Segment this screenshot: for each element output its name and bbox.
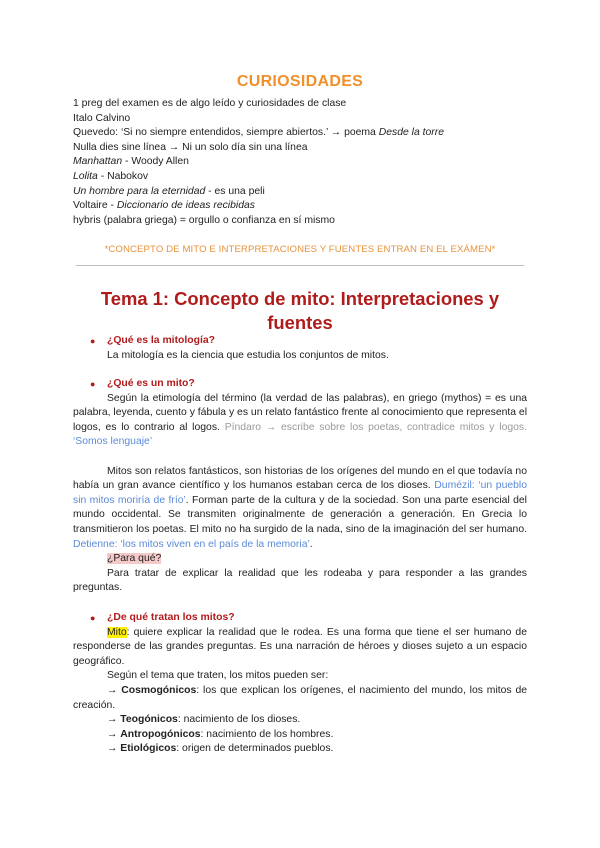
myth-type: Teogónicos bbox=[120, 714, 178, 726]
text-run: . Forman parte de la cultura y de la sociedad. Son una parte esencial del mundo occidental. Se transmiten originalmente de generación a generación. En Grecia lo transmitieron los poetas. El mito no ha surgido de la nada, sino de la imaginación del ser humano. bbox=[73, 494, 527, 535]
curiosidad-line bbox=[73, 126, 444, 141]
exam-notice: *CONCEPTO DE MITO E INTERPRETACIONES Y FUENTES ENTRAN EN EL EXÁMEN* bbox=[104, 244, 496, 255]
curiosidad-line bbox=[73, 155, 444, 170]
work-title: Lolita bbox=[73, 170, 98, 182]
work-note: - es una peli bbox=[205, 185, 265, 197]
pindaro-note: Píndaro → escribe sobre los poetas, contradice mitos y logos. bbox=[224, 421, 527, 433]
work-title: Diccionario de ideas recibidas bbox=[116, 200, 255, 212]
text-run: : quiere explicar la realidad que le rodea. Es una forma que tiene el ser humano de responderse de las grandes preguntas. Es una narración de héroes y dioses sujeto a un espacio geográfico. bbox=[73, 626, 527, 667]
curiosidad-line bbox=[73, 185, 444, 200]
section-de-que-tratan bbox=[73, 611, 527, 757]
curiosidad-line: Nulla dies sine línea → Ni un solo día sin una línea bbox=[73, 141, 308, 153]
tema-title: Tema 1: Concepto de mito: Interpretaciones y fuentes bbox=[100, 288, 500, 333]
arrow-icon: → bbox=[107, 728, 121, 740]
bullet-icon: ● bbox=[90, 379, 96, 389]
curiosidad-line: hybris (palabra griega) = orgullo o confianza en sí mismo bbox=[73, 214, 335, 226]
dumezil-quote: Dumézil: ‘un pueblo sin mitos moriría de frío’ bbox=[73, 480, 528, 506]
myth-type: Antropogónicos bbox=[120, 728, 201, 740]
myth-type-desc: : nacimiento de los hombres. bbox=[200, 728, 334, 740]
work-title: Manhattan bbox=[73, 156, 123, 168]
detienne-quote: Detienne: ‘los mitos viven en el país de la memoria’ bbox=[73, 538, 310, 550]
curiosidad-line bbox=[73, 170, 444, 185]
work-author: - Nabokov bbox=[97, 170, 149, 182]
text-run: Mitos son relatos fantásticos, son historias de los orígenes del mundo en el que todavía no había un gran avance científico y los humanos estaban cerca de los dioses. bbox=[73, 465, 527, 492]
myth-type-desc: : origen de determinados pueblos. bbox=[176, 743, 334, 755]
curiosidades-title: CURIOSIDADES bbox=[236, 73, 364, 90]
paragraph bbox=[73, 392, 527, 450]
highlighted-term: Mito bbox=[107, 626, 127, 638]
paragraph bbox=[73, 626, 527, 670]
myth-type-desc: : los que explican los orígenes, el nacimiento del mundo, los mitos de creación. bbox=[73, 684, 528, 711]
question-heading: ¿Qué es un mito? bbox=[107, 378, 195, 389]
section-mitologia bbox=[73, 334, 527, 363]
arrow-icon: → bbox=[107, 743, 121, 755]
horizontal-divider bbox=[76, 265, 524, 266]
paragraph: Según el tema que traten, los mitos pueden ser: bbox=[107, 670, 329, 682]
curiosidad-line bbox=[73, 199, 444, 214]
paragraph: Para tratar de explicar la realidad que les rodeaba y para responder a las grandes preguntas. bbox=[73, 567, 527, 594]
arrow-icon: → bbox=[107, 714, 121, 726]
bullet-icon: ● bbox=[90, 613, 96, 623]
text-run: . bbox=[309, 538, 313, 550]
text-run: Según la etimología del término (la verdad de las palabras), en griego (mythos) = es una palabra, leyenda, cuento y fábula y es un relato fantástico frente al conocimiento que representa el logos, es lo contrario al logos. bbox=[73, 392, 528, 433]
list-item bbox=[73, 713, 527, 728]
answer-text: La mitología es la ciencia que estudia los conjuntos de mitos. bbox=[107, 349, 389, 361]
curiosidad-line: Italo Calvino bbox=[73, 112, 131, 124]
poem-title: Desde la torre bbox=[378, 127, 444, 139]
section-mito bbox=[73, 377, 527, 596]
quote-note: ‘Somos lenguaje’ bbox=[73, 436, 153, 448]
question-heading: ¿Qué es la mitología? bbox=[107, 335, 215, 346]
curiosidad-line: 1 preg del examen es de algo leído y curiosidades de clase bbox=[73, 98, 347, 109]
question-heading: ¿De qué tratan los mitos? bbox=[107, 612, 235, 623]
myth-type: Etiológicos bbox=[120, 743, 177, 755]
highlighted-question: ¿Para qué? bbox=[107, 553, 162, 565]
myth-type-desc: : nacimiento de los dioses. bbox=[177, 714, 301, 726]
list-item bbox=[73, 742, 527, 757]
myth-type: Cosmogónicos bbox=[121, 684, 197, 696]
work-author: Voltaire - bbox=[73, 200, 117, 212]
curiosidades-list bbox=[73, 97, 444, 228]
list-item bbox=[73, 728, 527, 743]
para-que-line bbox=[73, 552, 527, 567]
work-author: - Woody Allen bbox=[122, 156, 189, 168]
paragraph bbox=[73, 465, 527, 553]
work-title: Un hombre para la eternidad bbox=[73, 185, 206, 197]
bullet-icon: ● bbox=[90, 336, 96, 346]
arrow-icon: → bbox=[107, 684, 122, 696]
list-item bbox=[73, 684, 527, 713]
quevedo-quote: Quevedo: ‘Si no siempre entendidos, siempre abiertos.’ → poema bbox=[73, 127, 379, 139]
